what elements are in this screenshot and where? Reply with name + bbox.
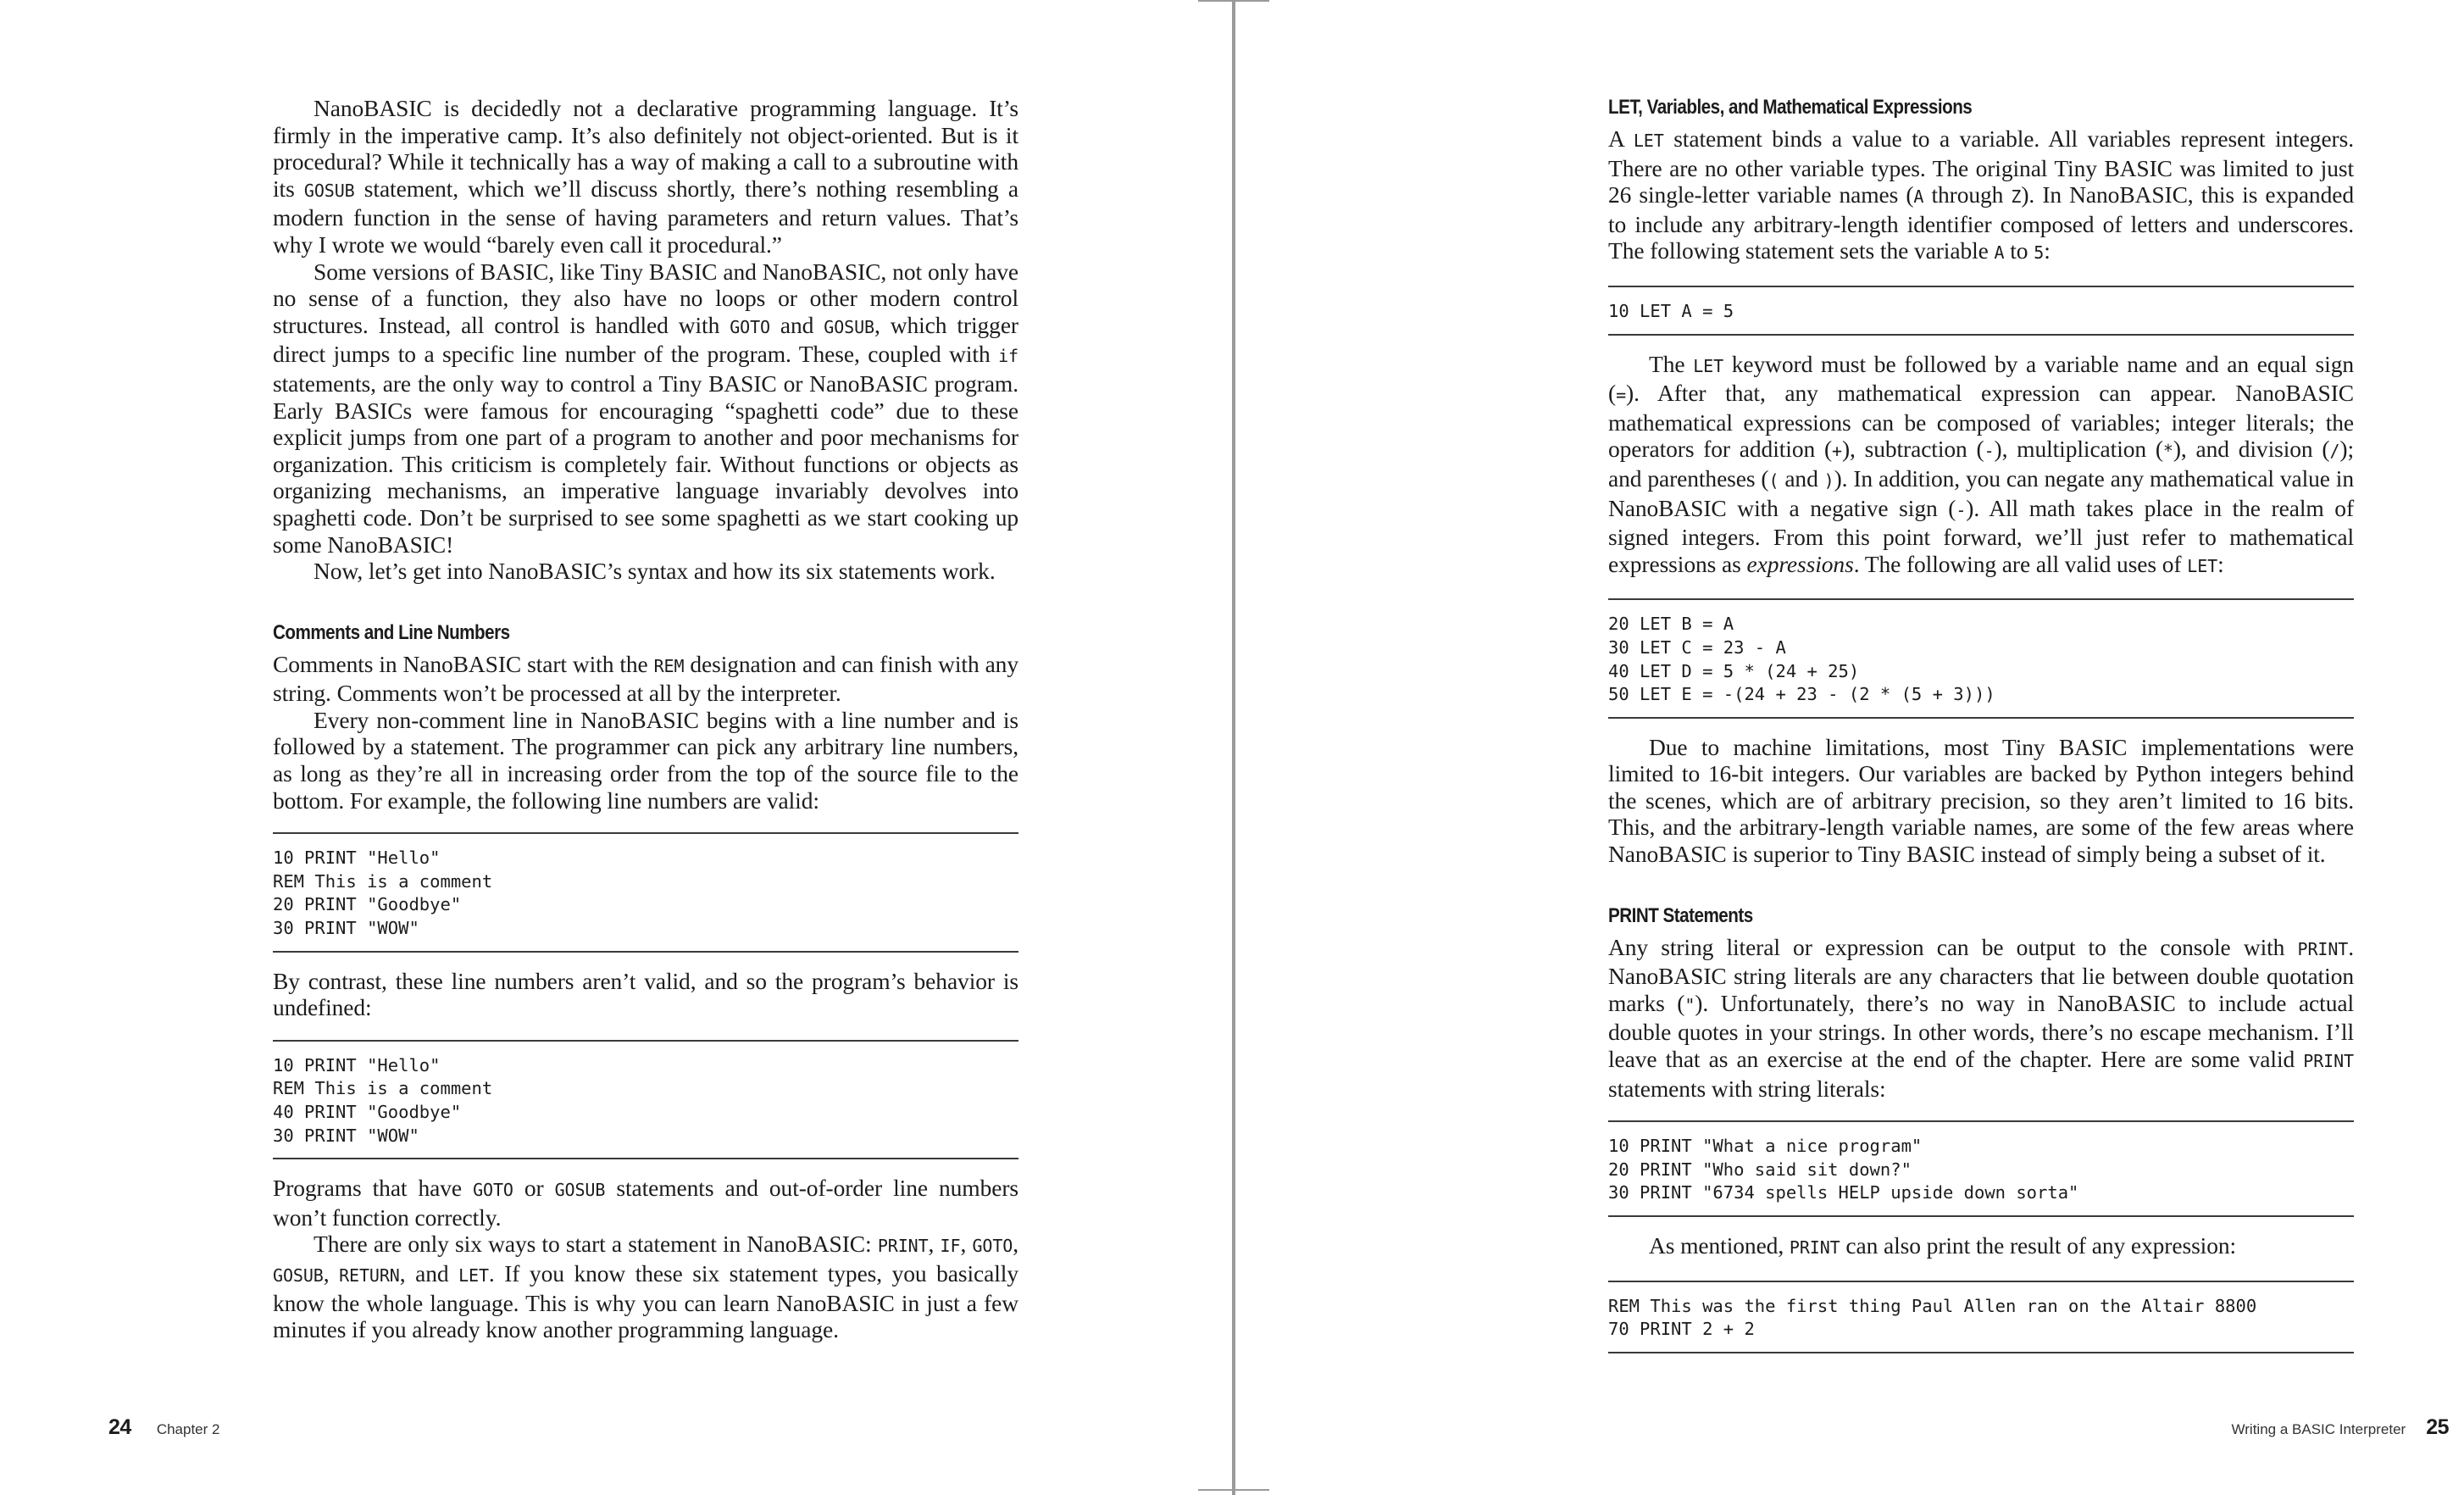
code-line: 30 LET C = 23 - A xyxy=(1608,636,1786,658)
code-line: 40 PRINT "Goodbye" xyxy=(273,1102,462,1122)
code-block xyxy=(1608,1281,2354,1353)
paragraph: As mentioned, PRINT can also print the result of any expression: xyxy=(1649,1232,2237,1259)
code-block xyxy=(273,1040,1018,1159)
code-line: REM This was the first thing Paul Allen ran on the Altair 8800 xyxy=(1608,1295,2257,1316)
paragraph: A LET statement binds a value to a variable. All variables represent integers. There are no other variable types. The original Tiny BASIC was limited to just 26 single-letter variable names (A through Z). In NanoBASIC, this is expanded to include any arbitrary-length identifier composed of letters and underscores. The following statement sets the variable A to 5: xyxy=(1608,125,2354,264)
code-block xyxy=(1608,286,2354,336)
code-line: 30 PRINT "6734 spells HELP upside down sorta" xyxy=(1608,1182,2079,1203)
paragraph: Now, let’s get into NanoBASIC’s syntax and how its six statements work. xyxy=(314,558,996,585)
chapter-label: Chapter 2 xyxy=(156,1421,220,1437)
paragraph: By contrast, these line numbers aren’t valid, and so the program’s behavior is undefined: xyxy=(273,967,1018,1021)
code-block xyxy=(1608,598,2354,718)
paragraph: Comments in NanoBASIC start with the REM designation and can finish with any string. Comments won’t be processed at all by the interpreter. xyxy=(273,650,1018,707)
paragraph: Programs that have GOTO or GOSUB statements and out-of-order line numbers won’t function correctly. xyxy=(273,1175,1019,1231)
section-heading: Comments and Line Numbers xyxy=(273,620,510,644)
right-text-column xyxy=(1608,95,2354,1369)
code-line: 40 LET D = 5 * (24 + 25) xyxy=(1608,660,1860,681)
running-title: Writing a BASIC Interpreter xyxy=(2231,1421,2406,1437)
left-page-footer xyxy=(108,1415,219,1440)
code-line: REM This is a comment xyxy=(273,870,493,892)
code-line: 70 PRINT 2 + 2 xyxy=(1608,1319,1755,1340)
page-number: 25 xyxy=(2426,1415,2449,1439)
page-number: 24 xyxy=(108,1415,131,1439)
code-line: 30 PRINT "WOW" xyxy=(273,1125,419,1146)
paragraph: Every non-comment line in NanoBASIC begins with a line number and is followed by a statement. The programmer can pick any arbitrary line numbers, as long as they’re all in increasing order from the top of the source file to the bottom. For example, the following line numbers are valid: xyxy=(273,706,1018,814)
right-page xyxy=(1235,0,2464,1495)
paragraph: Some versions of BASIC, like Tiny BASIC and NanoBASIC, not only have no sense of a function, they also have no loops or other modern control structures. Instead, all control is handled with GOTO and GOSUB, which trigger direct jumps to a specific line number of the program. These, coupled with if statements, are the only way to control a Tiny BASIC or NanoBASIC program. Early BASICs were famous for encouraging “spaghetti code” due to these explicit jumps from one part of a program to another and poor mechanisms for organization. This criticism is completely fair. Without functions or objects as organizing mechanisms, an imperative language invariably devolves into spaghetti code. Don’t be surprised to see some spaghetti as we start cooking up some NanoBASIC! xyxy=(273,258,1018,558)
left-text-column xyxy=(273,95,1018,1343)
paragraph: There are only six ways to start a statement in NanoBASIC: PRINT, IF, GOTO, GOSUB, RETURN, and LET. If you know these six statement types, you basically know the whole language. This is why you can learn NanoBASIC in just a few minutes if you already know another programming language. xyxy=(273,1231,1018,1343)
code-line: 10 LET A = 5 xyxy=(1608,300,1734,321)
paragraph: The LET keyword must be followed by a variable name and an equal sign (=). After that, any mathematical expression can appear. NanoBASIC mathematical expressions can be composed of variables; integer literals; the operators for addition (+), subtraction (-), multiplication (*), and division (/); and parentheses (( and )). In addition, you can negate any mathematical value in NanoBASIC with a negative sign (-). All math takes place in the realm of signed integers. From this point forward, we’ll just refer to mathematical expressions as expressions. The following are all valid uses of LET: xyxy=(1608,350,2355,577)
code-line: 20 PRINT "Goodbye" xyxy=(273,894,462,915)
paragraph: Any string literal or expression can be output to the console with PRINT. NanoBASIC string literals are any characters that lie between double quotation marks ("). Unfortunately, there’s no way in NanoBASIC to include actual double quotes in your strings. In other words, there’s no escape mechanism. I’ll leave that as an exercise at the end of the chapter. Here are some valid PRINT statements with string literals: xyxy=(1608,933,2354,1102)
code-line: 30 PRINT "WOW" xyxy=(273,918,419,939)
code-line: 50 LET E = -(24 + 23 - (2 * (5 + 3))) xyxy=(1608,684,1995,705)
section-heading: PRINT Statements xyxy=(1608,903,1753,927)
paragraph: NanoBASIC is decidedly not a declarative programming language. It’s firmly in the imperative camp. It’s also definitely not object-oriented. But is it procedural? While it technically has a way of making a call to a subroutine with its GOSUB statement, which we’ll discuss shortly, there’s nothing resembling a modern function in the sense of having parameters and return values. That’s why I wrote we would “barely even call it procedural.” xyxy=(273,95,1018,258)
code-block xyxy=(273,832,1018,952)
code-line: 20 LET B = A xyxy=(1608,614,1734,635)
code-line: 10 PRINT "What a nice program" xyxy=(1608,1136,1923,1157)
code-line: 10 PRINT "Hello" xyxy=(273,1054,441,1075)
right-page-footer xyxy=(2232,1415,2449,1440)
section-heading: LET, Variables, and Mathematical Expressions xyxy=(1608,96,1973,119)
code-line: 20 PRINT "Who said sit down?" xyxy=(1608,1159,1912,1180)
code-line: 10 PRINT "Hello" xyxy=(273,848,441,869)
code-line: REM This is a comment xyxy=(273,1078,493,1099)
code-block xyxy=(1608,1120,2354,1217)
paragraph: Due to machine limitations, most Tiny BASIC implementations were limited to 16-bit integers. Our variables are backed by Python integers behind the scenes, which are of arbitrary precision, so they aren’t limited to 16 bits. This, and the arbitrary-length variable names, are some of the few areas where NanoBASIC is superior to Tiny BASIC instead of simply being a subset of it. xyxy=(1608,733,2354,868)
